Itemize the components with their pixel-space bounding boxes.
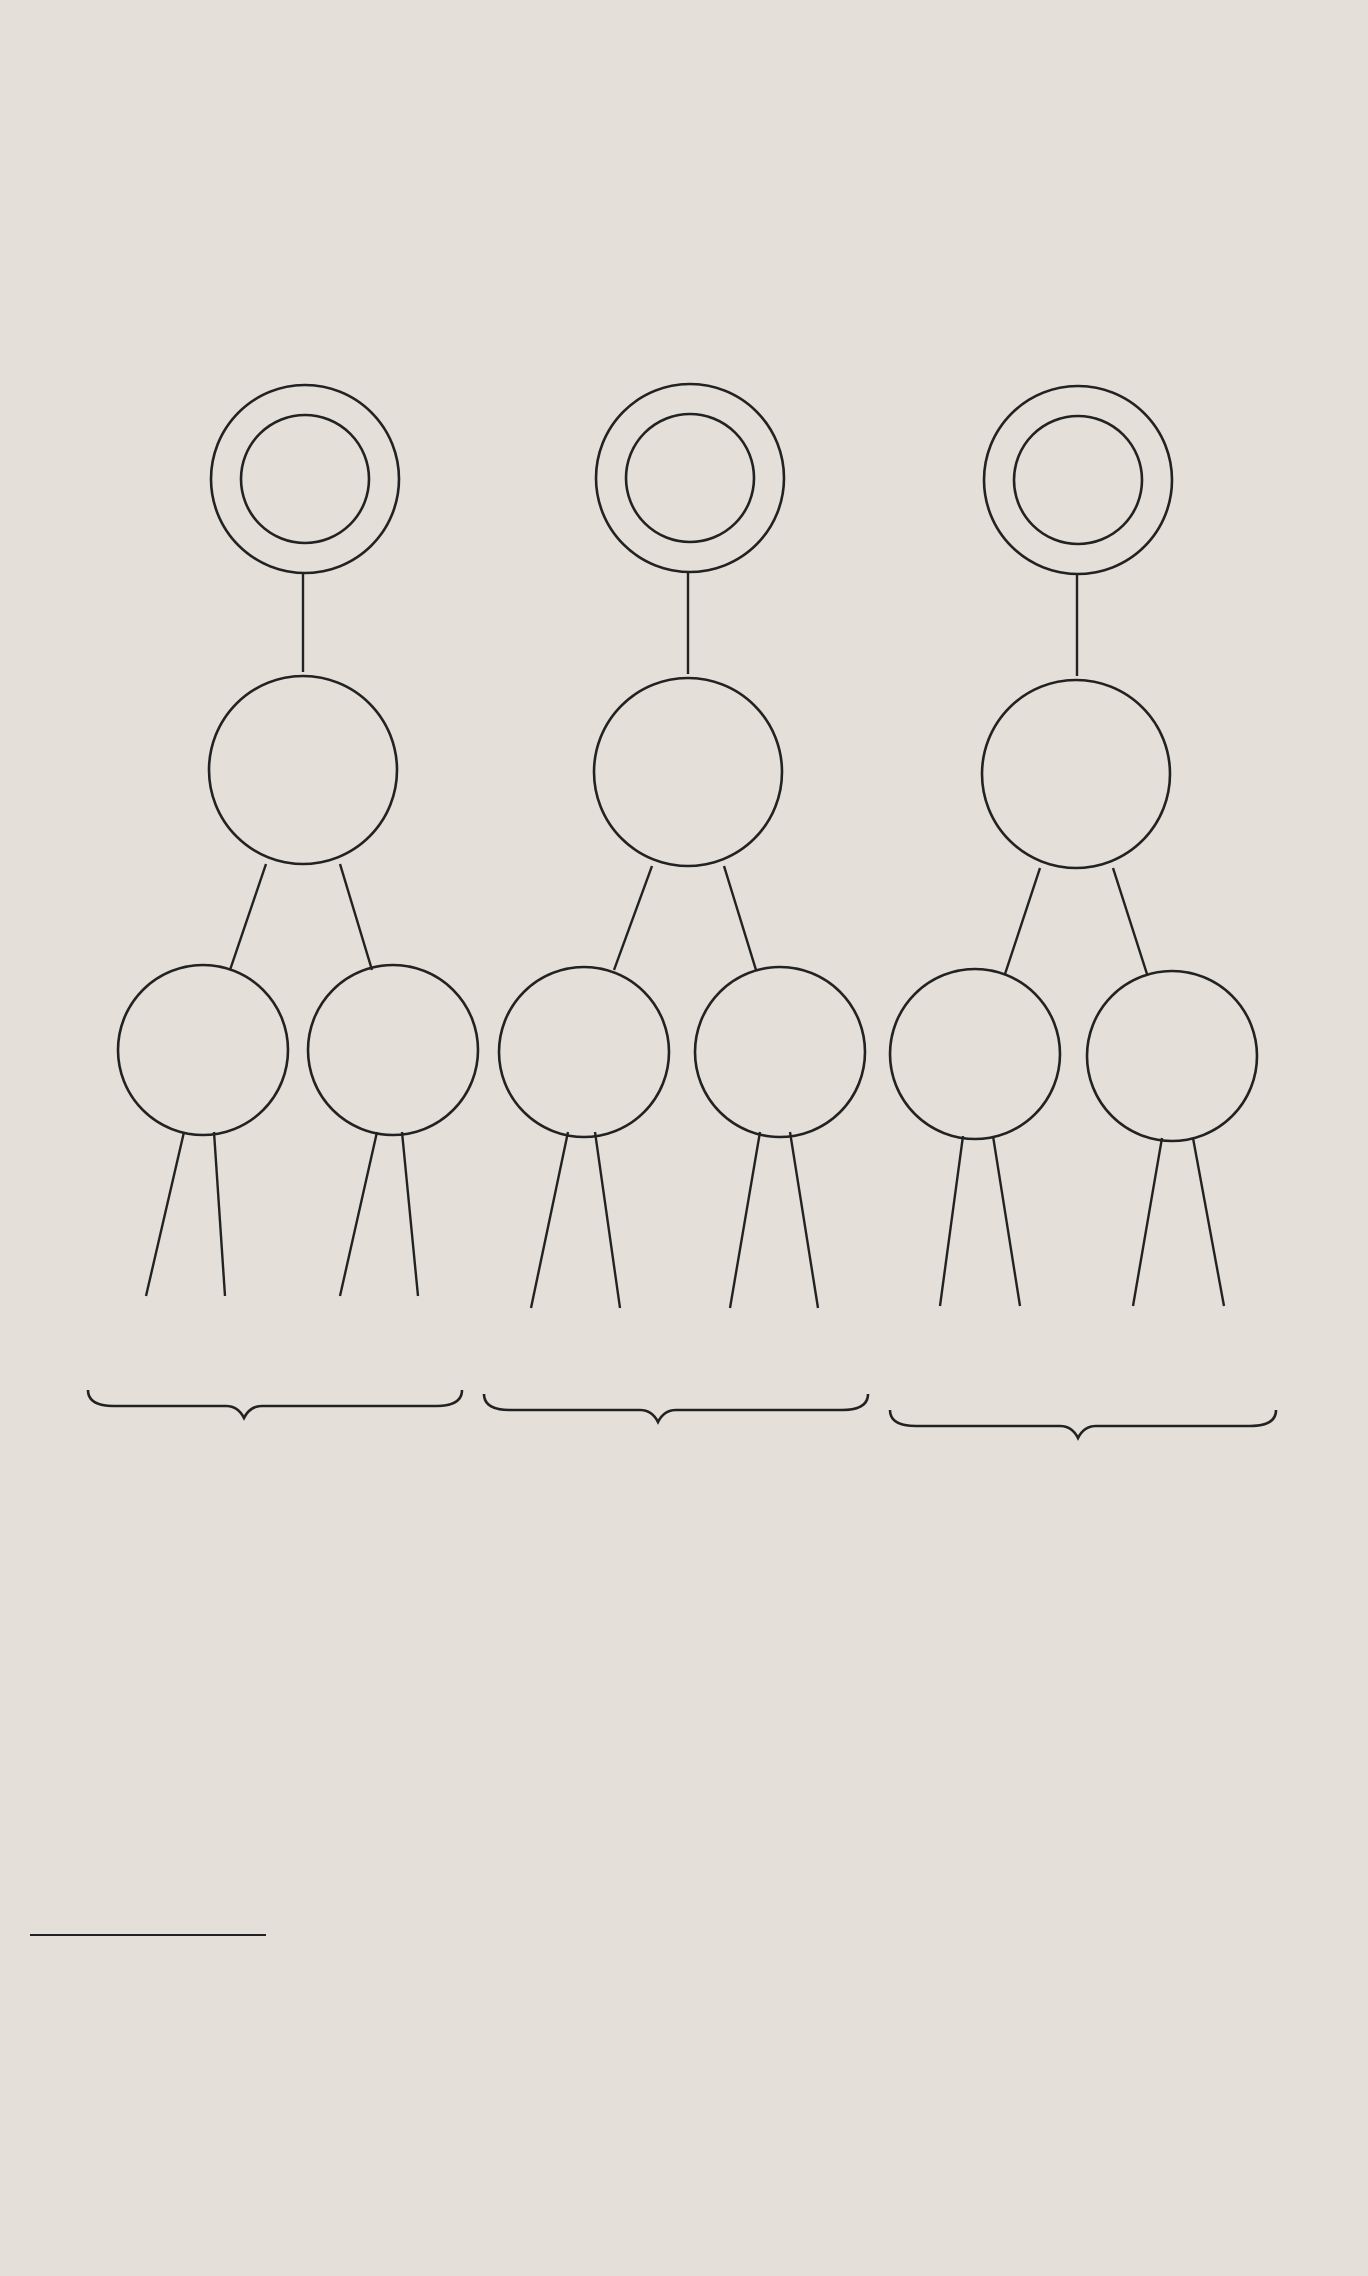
connector-line: [230, 864, 266, 970]
brace-a: [88, 1390, 462, 1418]
connector-line: [730, 1132, 760, 1308]
footnote-rule: [30, 1934, 266, 1936]
connector-line: [614, 866, 652, 970]
connector-line: [340, 1132, 377, 1296]
mother-cell: [211, 385, 399, 573]
connector-line: [340, 864, 372, 970]
connector-line: [214, 1132, 225, 1296]
connector-line: [146, 1132, 184, 1296]
mother-cell: [984, 386, 1172, 574]
connector-line: [531, 1132, 568, 1308]
brace-c: [890, 1410, 1276, 1438]
connector-line: [595, 1132, 620, 1308]
reduction-diagram: [0, 370, 1368, 1490]
page-header: [44, 34, 1346, 84]
connector-line: [1133, 1138, 1162, 1306]
connector-line: [1005, 868, 1040, 974]
meiosis-I-cell: [209, 676, 1170, 868]
connector-line: [724, 866, 756, 970]
mother-cell: [596, 384, 784, 572]
connector-line: [402, 1132, 418, 1296]
connector-line: [1193, 1138, 1224, 1306]
connector-line: [1113, 868, 1147, 974]
connector-line: [790, 1132, 818, 1308]
connector-line: [940, 1136, 963, 1306]
brace-b: [484, 1394, 868, 1422]
meiosis-II-cell: [118, 965, 1257, 1141]
connector-line: [993, 1136, 1020, 1306]
